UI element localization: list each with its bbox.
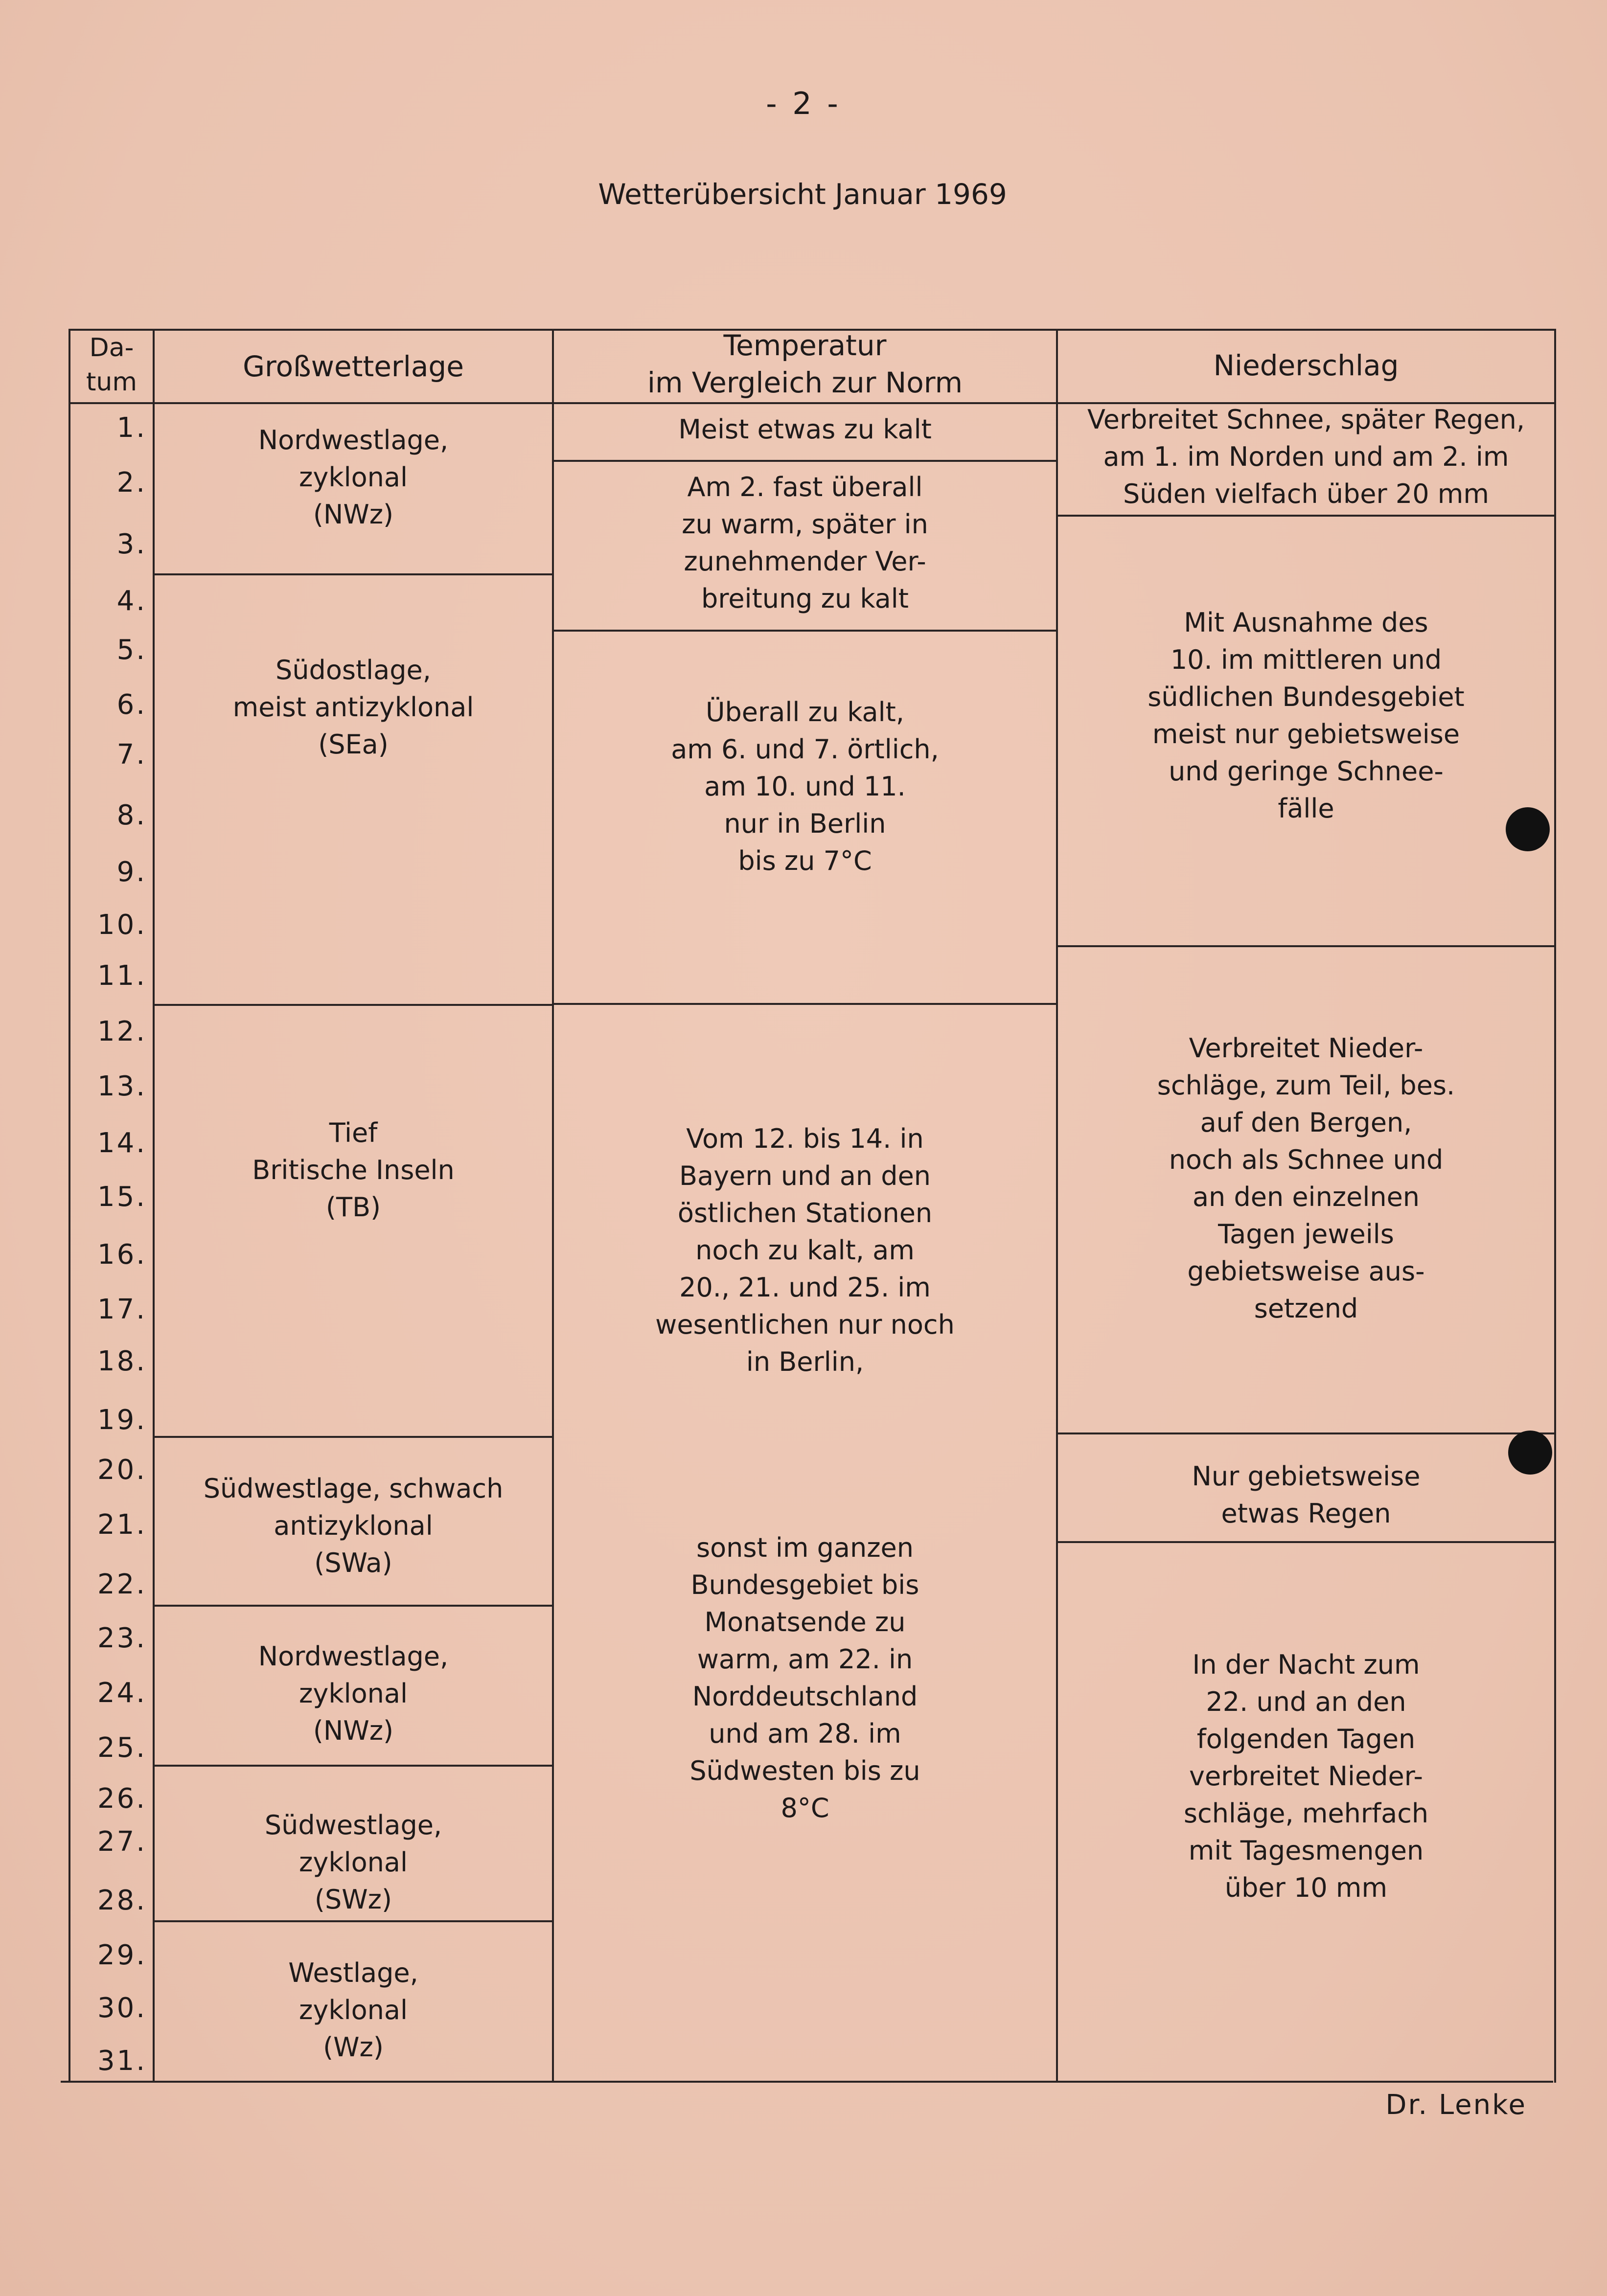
- cell-line: Südwestlage, schwach: [203, 1473, 504, 1504]
- cell-line: Westlage,: [288, 1957, 418, 1988]
- cell-line: Tief: [329, 1117, 378, 1148]
- cell-line: 20., 21. und 25. im: [679, 1272, 931, 1303]
- day-number: 17.: [97, 1294, 147, 1325]
- table-right-border: [1554, 329, 1556, 2083]
- temp-cell: [554, 411, 1056, 448]
- cell-line: und geringe Schnee-: [1169, 756, 1444, 787]
- cell-line: (NWz): [313, 499, 394, 530]
- day-number: 20.: [97, 1454, 147, 1486]
- cell-line: 8°C: [781, 1793, 829, 1823]
- cell-line: Verbreitet Schnee, später Regen,: [1087, 404, 1525, 435]
- cell-line: Vom 12. bis 14. in: [686, 1123, 924, 1154]
- cell-line: warm, am 22. in: [697, 1644, 913, 1675]
- day-number: 22.: [97, 1569, 147, 1600]
- day-number: 25.: [97, 1732, 147, 1764]
- cell-line: am 10. und 11.: [704, 771, 906, 802]
- cell-line: zyklonal: [299, 462, 408, 493]
- header-datum: [70, 331, 153, 399]
- cell-line: (SWz): [314, 1884, 392, 1915]
- day-number: 29.: [97, 1939, 147, 1971]
- ns-cell: [1058, 1458, 1554, 1532]
- cell-line: verbreitet Nieder-: [1189, 1761, 1423, 1792]
- temp-cell: [554, 694, 1056, 880]
- cell-line: nur in Berlin: [724, 808, 886, 839]
- cell-line: meist antizyklonal: [232, 692, 474, 723]
- gwl-cell: [155, 652, 552, 763]
- cell-line: [554, 1455, 1056, 1492]
- ns-separator: [1056, 1541, 1555, 1543]
- cell-line: (Wz): [323, 2032, 384, 2063]
- ns-separator: [1056, 945, 1555, 947]
- cell-line: und am 28. im: [709, 1718, 901, 1749]
- cell-line: mit Tagesmengen: [1188, 1835, 1424, 1866]
- cell-line: Südwesten bis zu: [689, 1755, 920, 1786]
- ns-cell: [1058, 1646, 1554, 1907]
- day-number: 2.: [116, 467, 147, 499]
- cell-line: wesentlichen nur noch: [655, 1309, 955, 1340]
- cell-line: Monatsende zu: [704, 1607, 906, 1637]
- day-number: 18.: [97, 1345, 147, 1377]
- document-title: Wetterübersicht Januar 1969: [598, 178, 1007, 211]
- cell-line: (TB): [325, 1192, 381, 1223]
- day-number: 21.: [97, 1509, 147, 1541]
- cell-line: etwas Regen: [1221, 1498, 1391, 1529]
- cell-line: noch zu kalt, am: [695, 1235, 915, 1266]
- day-number: 7.: [116, 739, 147, 771]
- day-number: 30.: [97, 1992, 147, 2024]
- day-number: 28.: [97, 1885, 147, 1916]
- cell-line: sonst im ganzen: [696, 1532, 914, 1563]
- temp-separator: [552, 460, 1056, 462]
- gwl-cell: [155, 422, 552, 533]
- gwl-cell: [155, 1114, 552, 1226]
- ns-cell: [1058, 1030, 1554, 1327]
- ns-cell: [1058, 604, 1554, 827]
- cell-line: südlichen Bundesgebiet: [1148, 682, 1465, 712]
- cell-line: antizyklonal: [274, 1510, 433, 1541]
- gwl-cell: [155, 1638, 552, 1750]
- cell-line: am 6. und 7. örtlich,: [671, 734, 939, 765]
- gwl-cell: [155, 1470, 552, 1582]
- gwl-separator: [153, 573, 552, 575]
- cell-line: an den einzelnen: [1192, 1182, 1420, 1212]
- ns-cell: [1058, 401, 1554, 513]
- cell-line: 22. und an den: [1206, 1686, 1406, 1717]
- cell-line: schläge, mehrfach: [1183, 1798, 1429, 1829]
- header-temperatur-line: im Vergleich zur Norm: [647, 366, 963, 399]
- cell-line: Tagen jeweils: [1218, 1219, 1394, 1250]
- punch-hole: [1508, 1431, 1552, 1475]
- day-number: 1.: [116, 412, 147, 444]
- header-datum-line: tum: [86, 367, 137, 397]
- day-number: 16.: [97, 1239, 147, 1271]
- header-grosswetterlage: Großwetterlage: [243, 350, 464, 383]
- cell-line: [554, 1492, 1056, 1529]
- temp-cell: [554, 1120, 1056, 1827]
- cell-line: 10. im mittleren und: [1170, 644, 1442, 675]
- header-temperatur: [554, 327, 1056, 401]
- day-number: 9.: [116, 856, 147, 888]
- day-number: 8.: [116, 799, 147, 831]
- cell-line: Nordwestlage,: [258, 1641, 449, 1672]
- cell-line: (NWz): [313, 1715, 394, 1746]
- punch-hole: [1506, 807, 1550, 851]
- cell-line: breitung zu kalt: [701, 583, 909, 614]
- cell-line: zunehmender Ver-: [684, 546, 926, 577]
- cell-line: [554, 1418, 1056, 1455]
- day-number: 10.: [97, 909, 147, 941]
- table-bottom-border: [61, 2081, 1553, 2083]
- cell-line: meist nur gebietsweise: [1152, 719, 1460, 750]
- page-number: - 2 -: [766, 86, 841, 121]
- cell-line: Bundesgebiet bis: [690, 1569, 919, 1600]
- day-number: 3.: [116, 528, 147, 560]
- day-number: 26.: [97, 1783, 147, 1815]
- gwl-separator: [153, 1605, 552, 1607]
- cell-line: setzend: [1254, 1293, 1358, 1324]
- day-number: 15.: [97, 1181, 147, 1213]
- day-number: 4.: [116, 585, 147, 617]
- cell-line: über 10 mm: [1224, 1872, 1388, 1903]
- gwl-cell: [155, 1807, 552, 1918]
- cell-line: Britische Inseln: [252, 1155, 455, 1185]
- day-number: 24.: [97, 1677, 147, 1709]
- ns-separator: [1056, 1432, 1555, 1434]
- cell-line: Überall zu kalt,: [706, 697, 904, 727]
- day-number: 19.: [97, 1404, 147, 1436]
- cell-line: fälle: [1278, 793, 1334, 824]
- cell-line: folgenden Tagen: [1196, 1724, 1416, 1754]
- temp-separator: [552, 630, 1056, 632]
- cell-line: Nur gebietsweise: [1192, 1461, 1421, 1492]
- cell-line: zu warm, später in: [682, 509, 928, 540]
- gwl-separator: [153, 1765, 552, 1767]
- day-number: 12.: [97, 1016, 147, 1047]
- cell-line: bis zu 7°C: [738, 845, 872, 876]
- gwl-separator: [153, 1436, 552, 1438]
- temp-separator: [552, 1003, 1056, 1005]
- cell-line: zyklonal: [299, 1678, 408, 1709]
- cell-line: in Berlin,: [746, 1346, 864, 1377]
- ns-separator: [1056, 515, 1555, 517]
- gwl-separator: [153, 1920, 552, 1922]
- header-datum-line: Da-: [89, 333, 134, 363]
- cell-line: Süden vielfach über 20 mm: [1123, 478, 1489, 509]
- day-number: 5.: [116, 634, 147, 666]
- cell-line: Meist etwas zu kalt: [678, 414, 932, 445]
- cell-line: auf den Bergen,: [1200, 1107, 1412, 1138]
- day-number: 23.: [97, 1622, 147, 1654]
- day-number: 14.: [97, 1127, 147, 1159]
- temp-cell: [554, 469, 1056, 617]
- gwl-cell: [155, 1955, 552, 2066]
- cell-line: östlichen Stationen: [677, 1198, 933, 1228]
- gwl-separator: [153, 1004, 552, 1006]
- cell-line: Bayern und an den: [679, 1160, 931, 1191]
- cell-line: Am 2. fast überall: [687, 472, 923, 502]
- header-niederschlag: Niederschlag: [1213, 349, 1399, 382]
- cell-line: schläge, zum Teil, bes.: [1157, 1070, 1455, 1101]
- cell-line: Mit Ausnahme des: [1184, 607, 1428, 638]
- cell-line: (SEa): [318, 729, 389, 760]
- day-number: 31.: [97, 2045, 147, 2077]
- cell-line: am 1. im Norden und am 2. im: [1103, 441, 1509, 472]
- cell-line: Verbreitet Nieder-: [1189, 1033, 1423, 1064]
- table-left-border: [69, 329, 70, 2083]
- cell-line: Nordwestlage,: [258, 425, 449, 455]
- cell-line: zyklonal: [299, 1847, 408, 1878]
- day-number: 27.: [97, 1826, 147, 1858]
- cell-line: In der Nacht zum: [1192, 1649, 1420, 1680]
- day-number: 6.: [116, 689, 147, 721]
- cell-line: Südostlage,: [275, 655, 431, 685]
- cell-line: gebietsweise aus-: [1187, 1256, 1425, 1287]
- author-signature: Dr. Lenke: [1385, 2089, 1527, 2121]
- header-temperatur-line: Temperatur: [723, 329, 887, 362]
- cell-line: Südwestlage,: [264, 1810, 442, 1841]
- cell-line: noch als Schnee und: [1169, 1144, 1444, 1175]
- cell-line: [554, 1381, 1056, 1418]
- cell-line: (SWa): [314, 1547, 392, 1578]
- cell-line: Norddeutschland: [692, 1681, 918, 1712]
- cell-line: zyklonal: [299, 1995, 408, 2025]
- day-number: 13.: [97, 1070, 147, 1102]
- day-number: 11.: [97, 960, 147, 992]
